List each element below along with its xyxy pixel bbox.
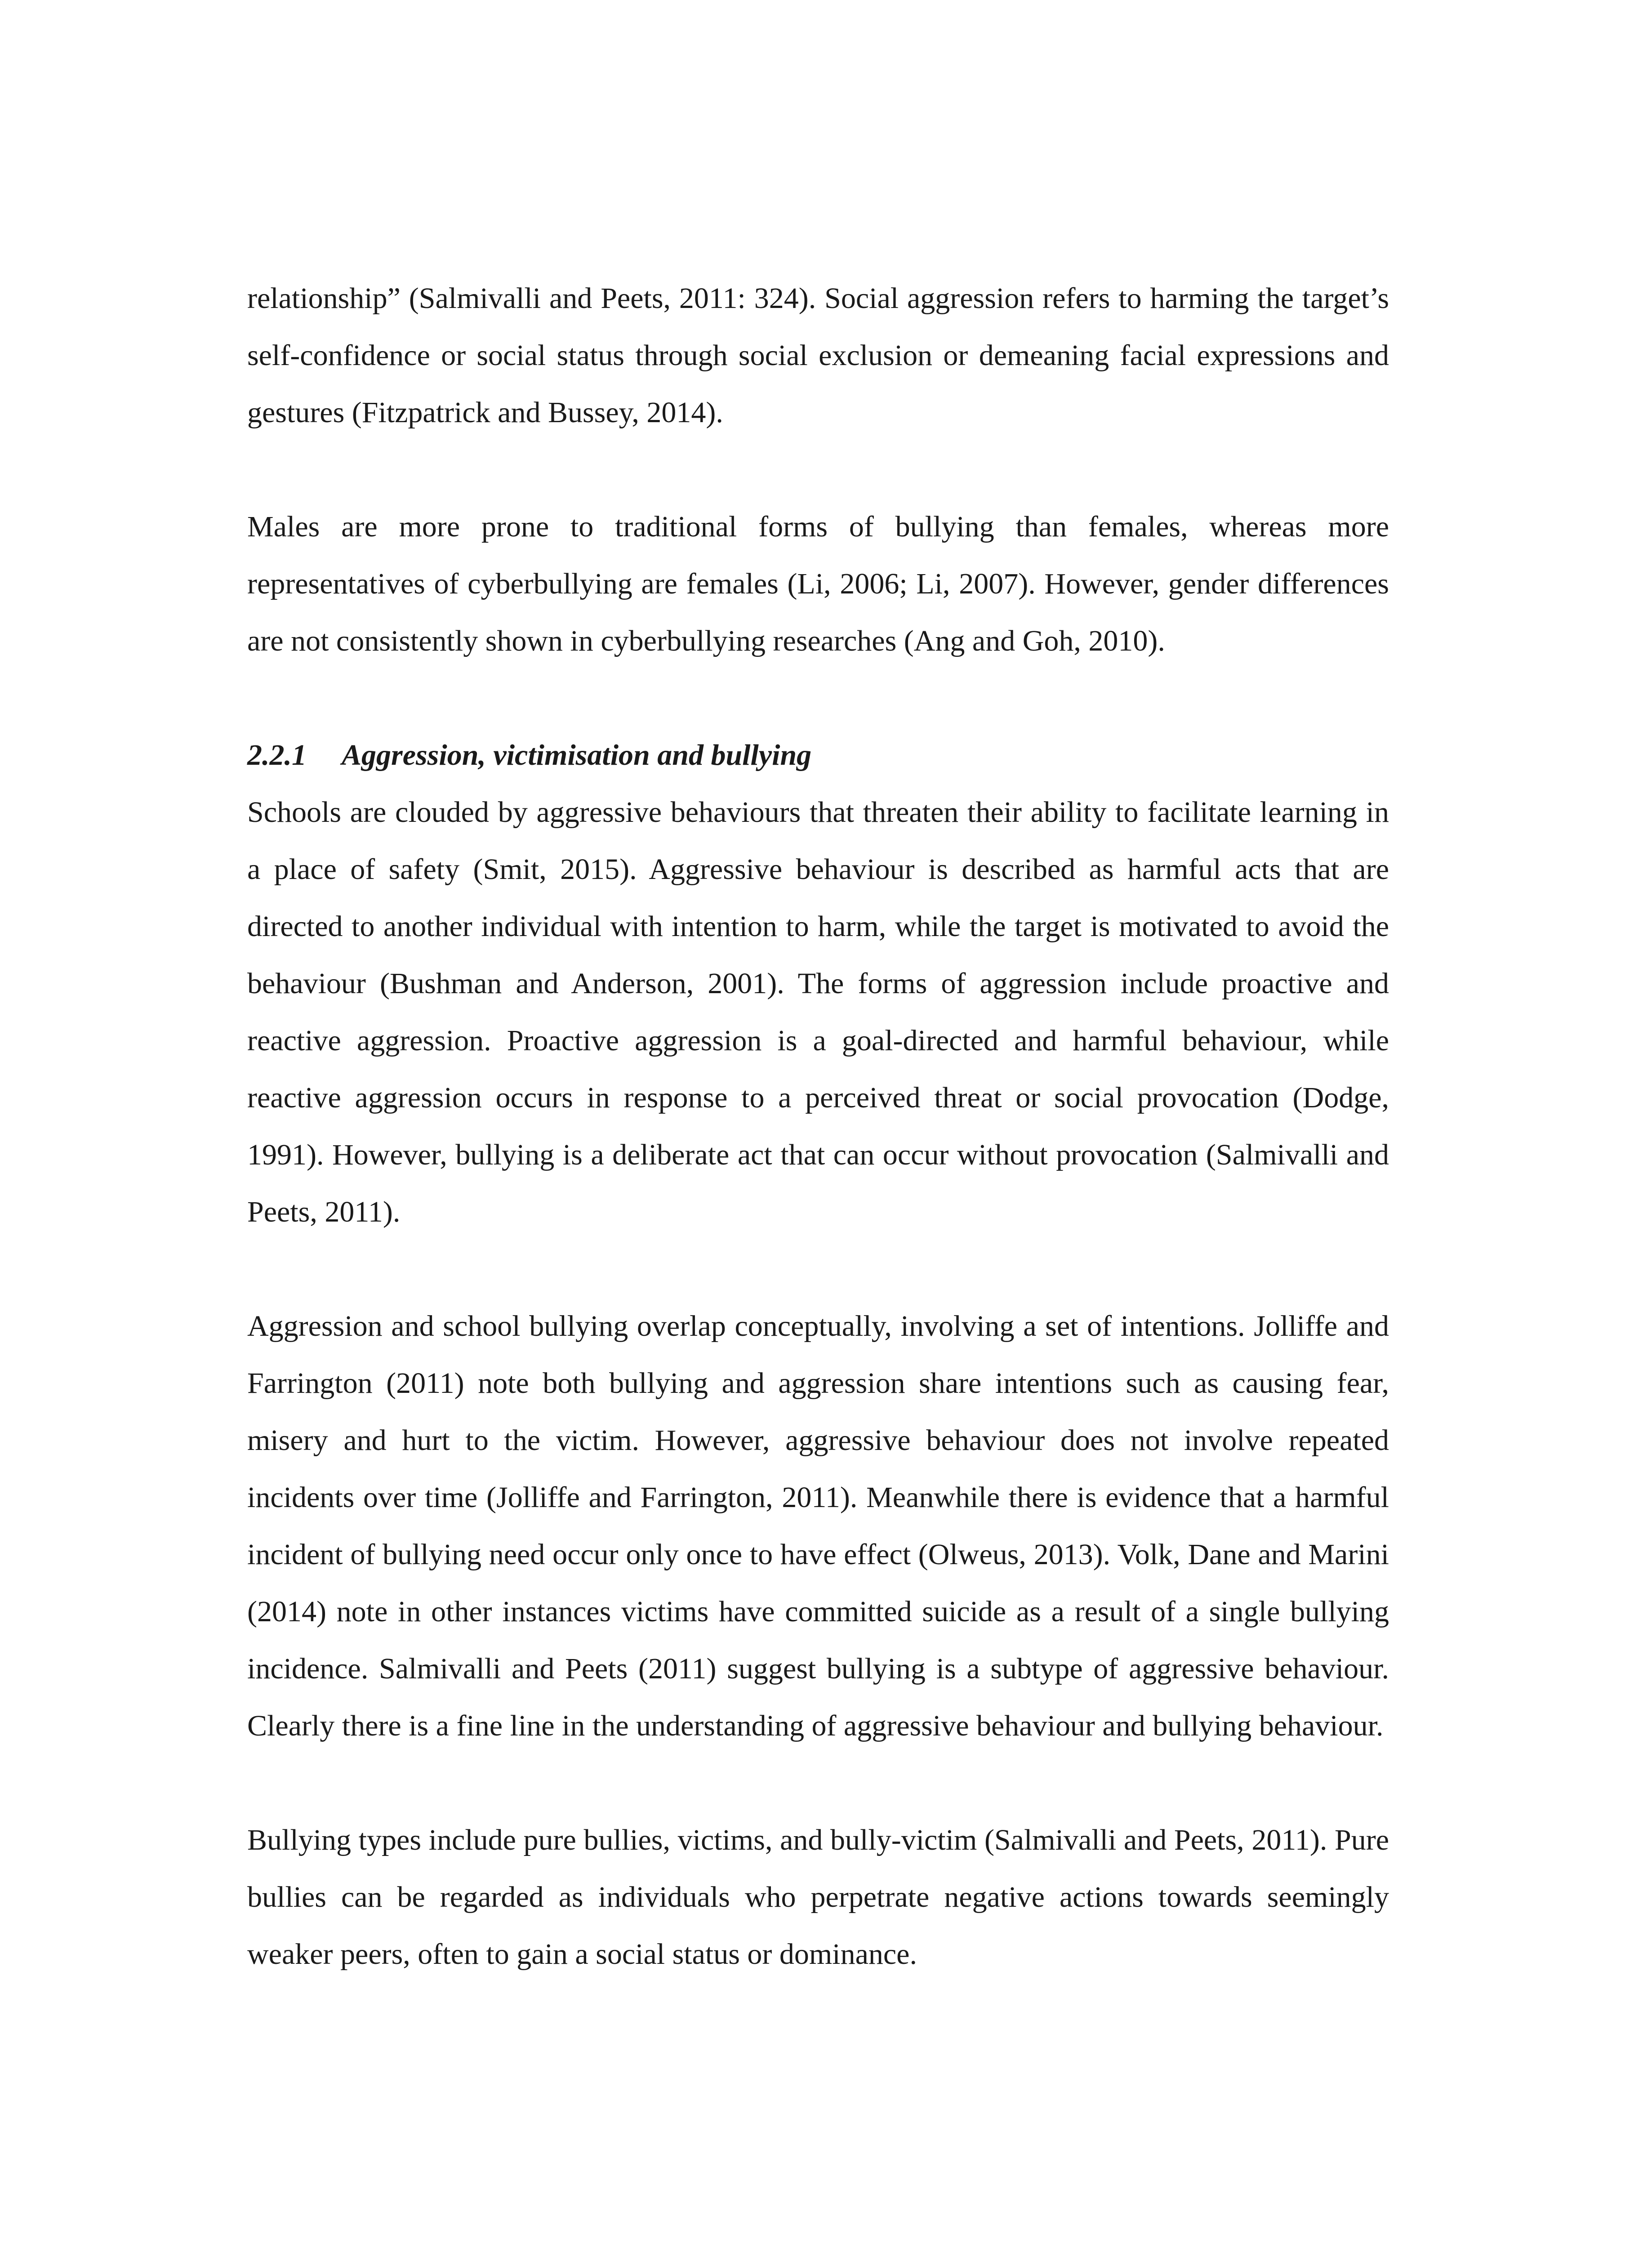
paragraph-gender-differences: Males are more prone to traditional forms of bullying than females, whereas more representatives of cyberbullying are females (Li, 2006; Li, 2007). However, gender differences are not consistently shown in cyberbullying researches (Ang and Goh, 2010). bbox=[247, 510, 1389, 657]
paragraph-gap bbox=[247, 1240, 1389, 1298]
section-number: 2.2.1 bbox=[247, 739, 307, 772]
paragraph-gap bbox=[247, 1754, 1389, 1811]
section-title: Aggression, victimisation and bullying bbox=[342, 739, 812, 772]
paragraph-bullying-types: Bullying types include pure bullies, victims, and bully-victim (Salmivalli and Peets, 2011). Pure bullies can be regarded as individuals who perpetrate negative actions towards seemingly weaker peers, often to gain a social status or dominance. bbox=[247, 1824, 1389, 1971]
paragraph-social-aggression: relationship” (Salmivalli and Peets, 2011: 324). Social aggression refers to harming the target’s self-confidence or social status through social exclusion or demeaning facial expressions and gestures (Fitzpatrick and Bussey, 2014). bbox=[247, 282, 1389, 429]
paragraph-aggressive-behaviours: Schools are clouded by aggressive behaviours that threaten their ability to facilitate learning in a place of safety (Smit, 2015). Aggressive behaviour is described as harmful acts that are directed to another individual with intention to harm, while the target is motivated to avoid the behaviour (Bushman and Anderson, 2001). The forms of aggression include proactive and reactive aggression. Proactive aggression is a goal-directed and harmful behaviour, while reactive aggression occurs in response to a perceived threat or social provocation (Dodge, 1991). However, bullying is a deliberate act that can occur without provocation (Salmivalli and Peets, 2011). bbox=[247, 796, 1389, 1228]
paragraph-gap bbox=[247, 441, 1389, 498]
body-text bbox=[247, 270, 1389, 1983]
section-heading bbox=[247, 727, 1389, 784]
paragraph-aggression-overlap: Aggression and school bullying overlap conceptually, involving a set of intentions. Jolliffe and Farrington (2011) note both bullying and aggression share intentions such as causing fear, misery and hurt to the victim. However, aggressive behaviour does not involve repeated incidents over time (Jolliffe and Farrington, 2011). Meanwhile there is evidence that a harmful incident of bullying need occur only once to have effect (Olweus, 2013). Volk, Dane and Marini (2014) note in other instances victims have committed suicide as a result of a single bullying incidence. Salmivalli and Peets (2011) suggest bullying is a subtype of aggressive behaviour. Clearly there is a fine line in the understanding of aggressive behaviour and bullying behaviour. bbox=[247, 1310, 1389, 1742]
